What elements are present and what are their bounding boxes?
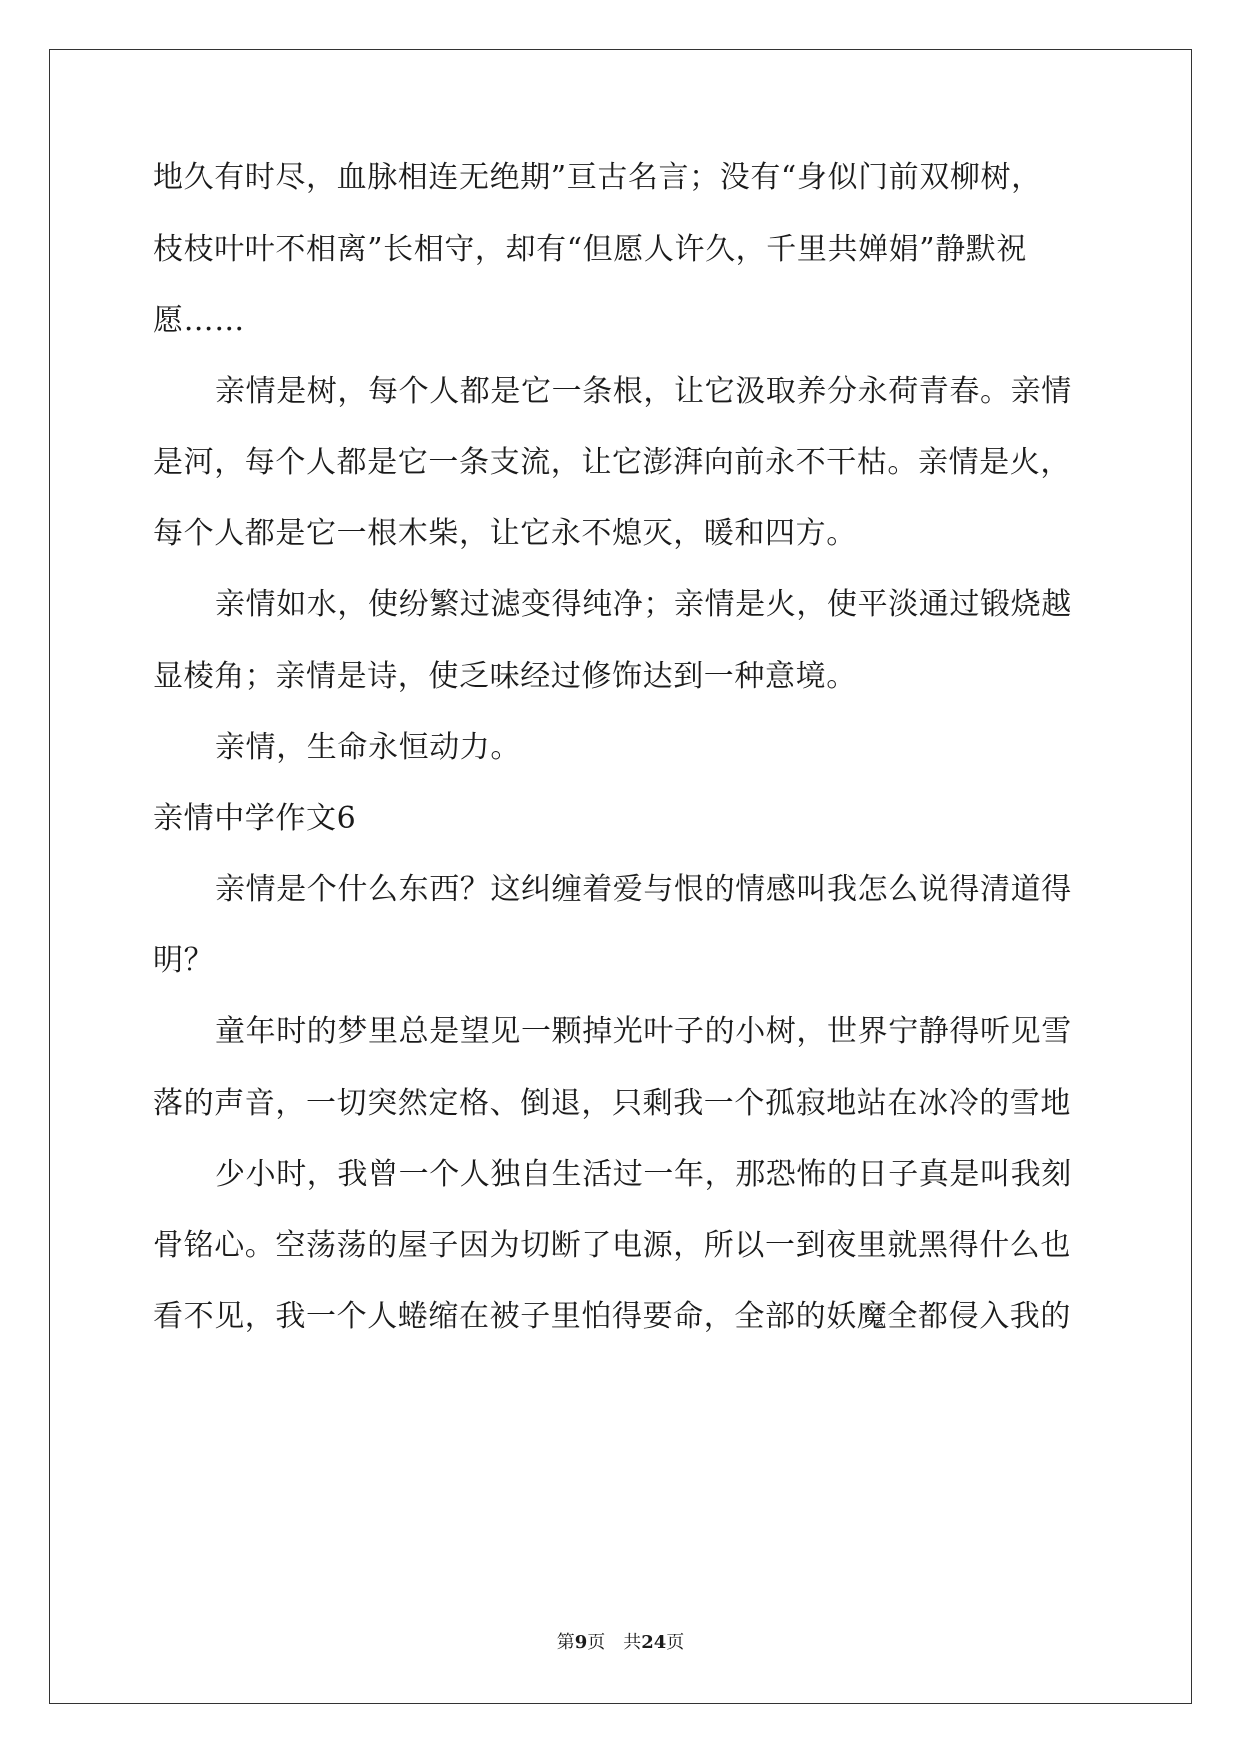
text-line: 落的声音，一切突然定格、倒退，只剩我一个孤寂地站在冰冷的雪地 xyxy=(153,1086,1071,1121)
footer-total-prefix: 共 xyxy=(623,1632,642,1653)
footer-page-suffix: 页 xyxy=(587,1632,606,1653)
text-line: 明？ xyxy=(153,943,215,978)
footer-total-pages: 24 xyxy=(641,1632,667,1653)
text-line: 是河，每个人都是它一条支流，让它澎湃向前永不干枯。亲情是火， xyxy=(153,445,1071,480)
footer-total-suffix: 页 xyxy=(666,1632,685,1653)
footer-prefix: 第 xyxy=(556,1632,575,1653)
text-line: 地久有时尽，血脉相连无绝期”亘古名言；没有“身似门前双柳树， xyxy=(153,160,1042,195)
text-line: 骨铭心。空荡荡的屋子因为切断了电源，所以一到夜里就黑得什么也 xyxy=(153,1228,1071,1263)
text-line: 愿…… xyxy=(153,303,245,338)
paragraph-first-line: 亲情是个什么东西？这纠缠着爱与恨的情感叫我怎么说得清道得 xyxy=(215,872,1072,907)
footer-page-number: 9 xyxy=(574,1632,588,1653)
text-line: 看不见，我一个人蜷缩在被子里怕得要命，全部的妖魔全都侵入我的 xyxy=(153,1299,1071,1334)
text-line: 每个人都是它一根木柴，让它永不熄灭，暖和四方。 xyxy=(153,516,857,551)
text-line: 显棱角；亲情是诗，使乏味经过修饰达到一种意境。 xyxy=(153,659,857,694)
paragraph-first-line: 童年时的梦里总是望见一颗掉光叶子的小树，世界宁静得听见雪 xyxy=(215,1014,1072,1049)
paragraph-first-line: 亲情是树，每个人都是它一条根，让它汲取养分永荷青春。亲情 xyxy=(215,374,1072,409)
text-line: 枝枝叶叶不相离”长相守，却有“但愿人许久，千里共婵娟”静默祝 xyxy=(153,232,1028,267)
paragraph-first-line: 少小时，我曾一个人独自生活过一年，那恐怖的日子真是叫我刻 xyxy=(215,1157,1072,1192)
paragraph-first-line: 亲情如水，使纷繁过滤变得纯净；亲情是火，使平淡通过锻烧越 xyxy=(215,587,1072,622)
section-heading: 亲情中学作文6 xyxy=(153,801,357,836)
paragraph-first-line: 亲情，生命永恒动力。 xyxy=(215,730,521,765)
page-footer xyxy=(0,1632,1241,1654)
